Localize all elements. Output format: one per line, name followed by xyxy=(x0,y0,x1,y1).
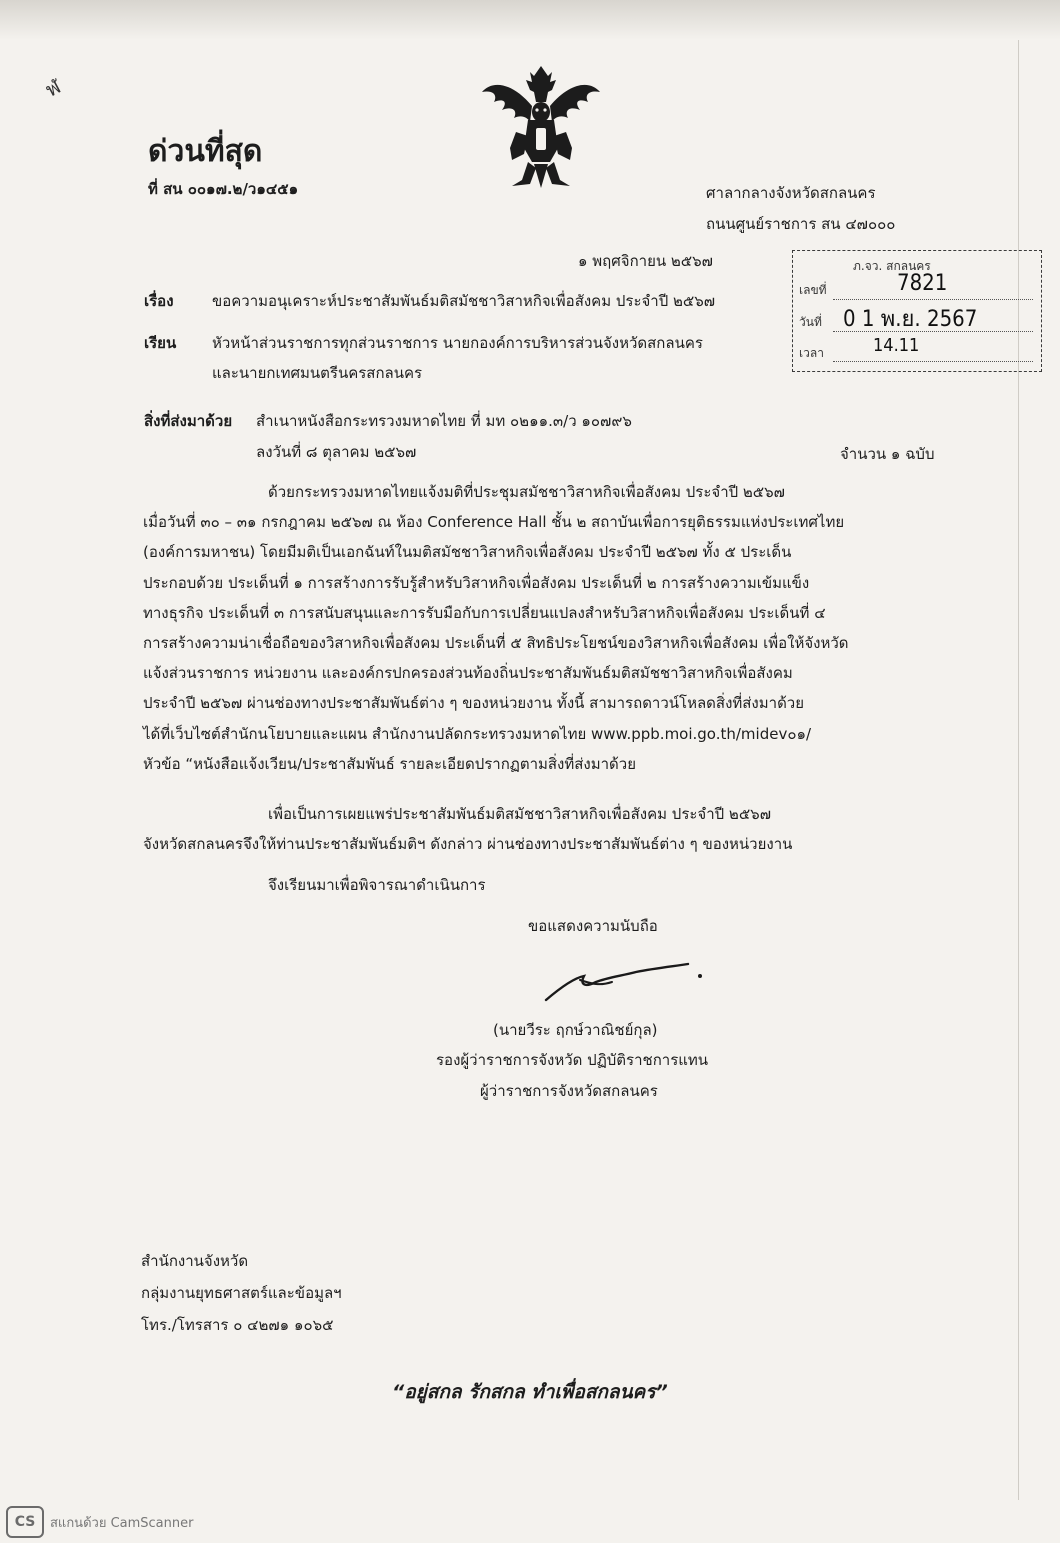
salutation: ขอแสดงความนับถือ xyxy=(528,917,658,935)
body-line: การสร้างความน่าเชื่อถือของวิสาหกิจเพื่อสังคม ประเด็นที่ ๕ สิทธิประโยชน์ของวิสาหกิจเพื่อสังคม เพื่อให้จังหวัด xyxy=(143,634,849,653)
contact-division: กลุ่มงานยุทธศาสตร์และข้อมูลฯ xyxy=(141,1284,342,1302)
stamp-time-value: 14.11 xyxy=(873,335,920,356)
signer-name: (นายวีระ ฤกษ์วาณิชย์กุล) xyxy=(493,1021,658,1039)
stamp-dotted-line xyxy=(833,299,1033,300)
recipient-label: เรียน xyxy=(144,334,177,352)
stamp-number-value: 7821 xyxy=(897,271,948,296)
body-line: หัวข้อ “หนังสือแจ้งเวียน/ประชาสัมพันธ์ รายละเอียดปรากฏตามสิ่งที่ส่งมาด้วย xyxy=(143,754,637,773)
body-line: จังหวัดสกลนครจึงให้ท่านประชาสัมพันธ์มติฯ ดังกล่าว ผ่านช่องทางประชาสัมพันธ์ต่าง ๆ ของหน่วยงาน xyxy=(143,835,793,854)
enclosure-label: สิ่งที่ส่งมาด้วย xyxy=(144,412,233,430)
signer-position-1: รองผู้ว่าราชการจังหวัด ปฏิบัติราชการแทน xyxy=(436,1051,709,1069)
scan-edge-shadow xyxy=(0,0,1060,40)
body-paragraph-2 xyxy=(143,799,958,859)
garuda-emblem xyxy=(472,62,610,190)
receipt-stamp xyxy=(792,250,1042,372)
body-line: ทางธุรกิจ ประเด็นที่ ๓ การสนับสนุนและการรับมือกับการเปลี่ยนแปลงสำหรับวิสาหกิจเพื่อสังคม ประเด็นที่ ๔ xyxy=(143,603,826,622)
body-line: ได้ที่เว็บไซต์สำนักนโยบายและแผน สำนักงานปลัดกระทรวงมหาดไทย www.ppb.moi.go.th/midev๐๑/ xyxy=(143,724,812,743)
urgency-heading: ด่วนที่สุด xyxy=(148,134,263,169)
stamp-dotted-line xyxy=(833,331,1033,332)
body-line: (องค์การมหาชน) โดยมีมติเป็นเอกฉันท์ในมติสมัชชาวิสาหกิจเพื่อสังคม ประจำปี ๒๕๖๗ ทั้ง ๕ ประเด็น xyxy=(143,543,792,562)
reference-number: ที่ สน ๐๐๑๗.๒/ว๑๔๕๑ xyxy=(148,180,299,198)
stamp-org: ภ.จว. สกลนคร xyxy=(853,259,931,273)
camscanner-logo-icon: CS xyxy=(6,1506,44,1538)
contact-office: สำนักงานจังหวัด xyxy=(141,1252,249,1270)
sender-address: ถนนศูนย์ราชการ สน ๔๗๐๐๐ xyxy=(706,215,896,233)
recipient-line-2: และนายกเทศมนตรีนครสกลนคร xyxy=(212,364,423,382)
body-line: แจ้งส่วนราชการ หน่วยงาน และองค์กรปกครองส่วนท้องถิ่นประชาสัมพันธ์มติสมัชชาวิสาหกิจเพื่อสังคม xyxy=(143,664,793,683)
enclosure-text: สำเนาหนังสือกระทรวงมหาดไทย ที่ มท ๐๒๑๑.๓/ว ๑๐๗๙๖ xyxy=(256,412,632,430)
letter-date: ๑ พฤศจิกายน ๒๕๖๗ xyxy=(578,252,713,270)
body-line: เมื่อวันที่ ๓๐ – ๓๑ กรกฎาคม ๒๕๖๗ ณ ห้อง Conference Hall ชั้น ๒ สถาบันเพื่อการยุติธรรมแห่งประเทศไทย xyxy=(143,513,845,532)
subject-label: เรื่อง xyxy=(144,292,174,310)
signer-position-2: ผู้ว่าราชการจังหวัดสกลนคร xyxy=(480,1082,658,1100)
body-line: ประกอบด้วย ประเด็นที่ ๑ การสร้างการรับรู้สำหรับวิสาหกิจเพื่อสังคม ประเด็นที่ ๒ การสร้างความเข้มแข็ง xyxy=(143,573,810,592)
stamp-time-label: เวลา xyxy=(799,346,824,360)
camscanner-text: สแกนด้วย CamScanner xyxy=(50,1516,194,1531)
body-line: เพื่อเป็นการเผยแพร่ประชาสัมพันธ์มติสมัชชาวิสาหกิจเพื่อสังคม ประจำปี ๒๕๖๗ xyxy=(268,805,771,823)
stamp-date-label: วันที่ xyxy=(799,315,822,329)
contact-phone: โทร./โทรสาร ๐ ๔๒๗๑ ๑๐๖๕ xyxy=(141,1316,334,1334)
signature-image xyxy=(540,958,710,1008)
body-line: ประจำปี ๒๕๖๗ ผ่านช่องทางประชาสัมพันธ์ต่าง ๆ ของหน่วยงาน ทั้งนี้ สามารถดาวน์โหลดสิ่งที่ส่งมาด้วย xyxy=(143,694,805,713)
stamp-number-label: เลขที่ xyxy=(799,283,827,297)
sender-organization: ศาลากลางจังหวัดสกลนคร xyxy=(706,184,876,202)
stamp-dotted-line xyxy=(833,361,1033,362)
recipient-line-1: หัวหน้าส่วนราชการทุกส่วนราชการ นายกองค์การบริหารส่วนจังหวัดสกลนคร xyxy=(212,334,703,352)
body-line: ด้วยกระทรวงมหาดไทยแจ้งมติที่ประชุมสมัชชาวิสาหกิจเพื่อสังคม ประจำปี ๒๕๖๗ xyxy=(268,483,785,501)
stamp-date-value: 0 1 พ.ย. 2567 xyxy=(843,307,978,332)
enclosure-date: ลงวันที่ ๘ ตุลาคม ๒๕๖๗ xyxy=(256,443,417,461)
body-paragraph-1 xyxy=(143,477,958,779)
closing-request: จึงเรียนมาเพื่อพิจารณาดำเนินการ xyxy=(268,876,486,894)
handwritten-mark: ฬ xyxy=(41,74,65,102)
slogan: “อยู่สกล รักสกล ทำเพื่อสกลนคร” xyxy=(392,1381,668,1403)
subject-text: ขอความอนุเคราะห์ประชาสัมพันธ์มติสมัชชาวิสาหกิจเพื่อสังคม ประจำปี ๒๕๖๗ xyxy=(212,292,716,310)
enclosure-count: จำนวน ๑ ฉบับ xyxy=(840,445,935,463)
